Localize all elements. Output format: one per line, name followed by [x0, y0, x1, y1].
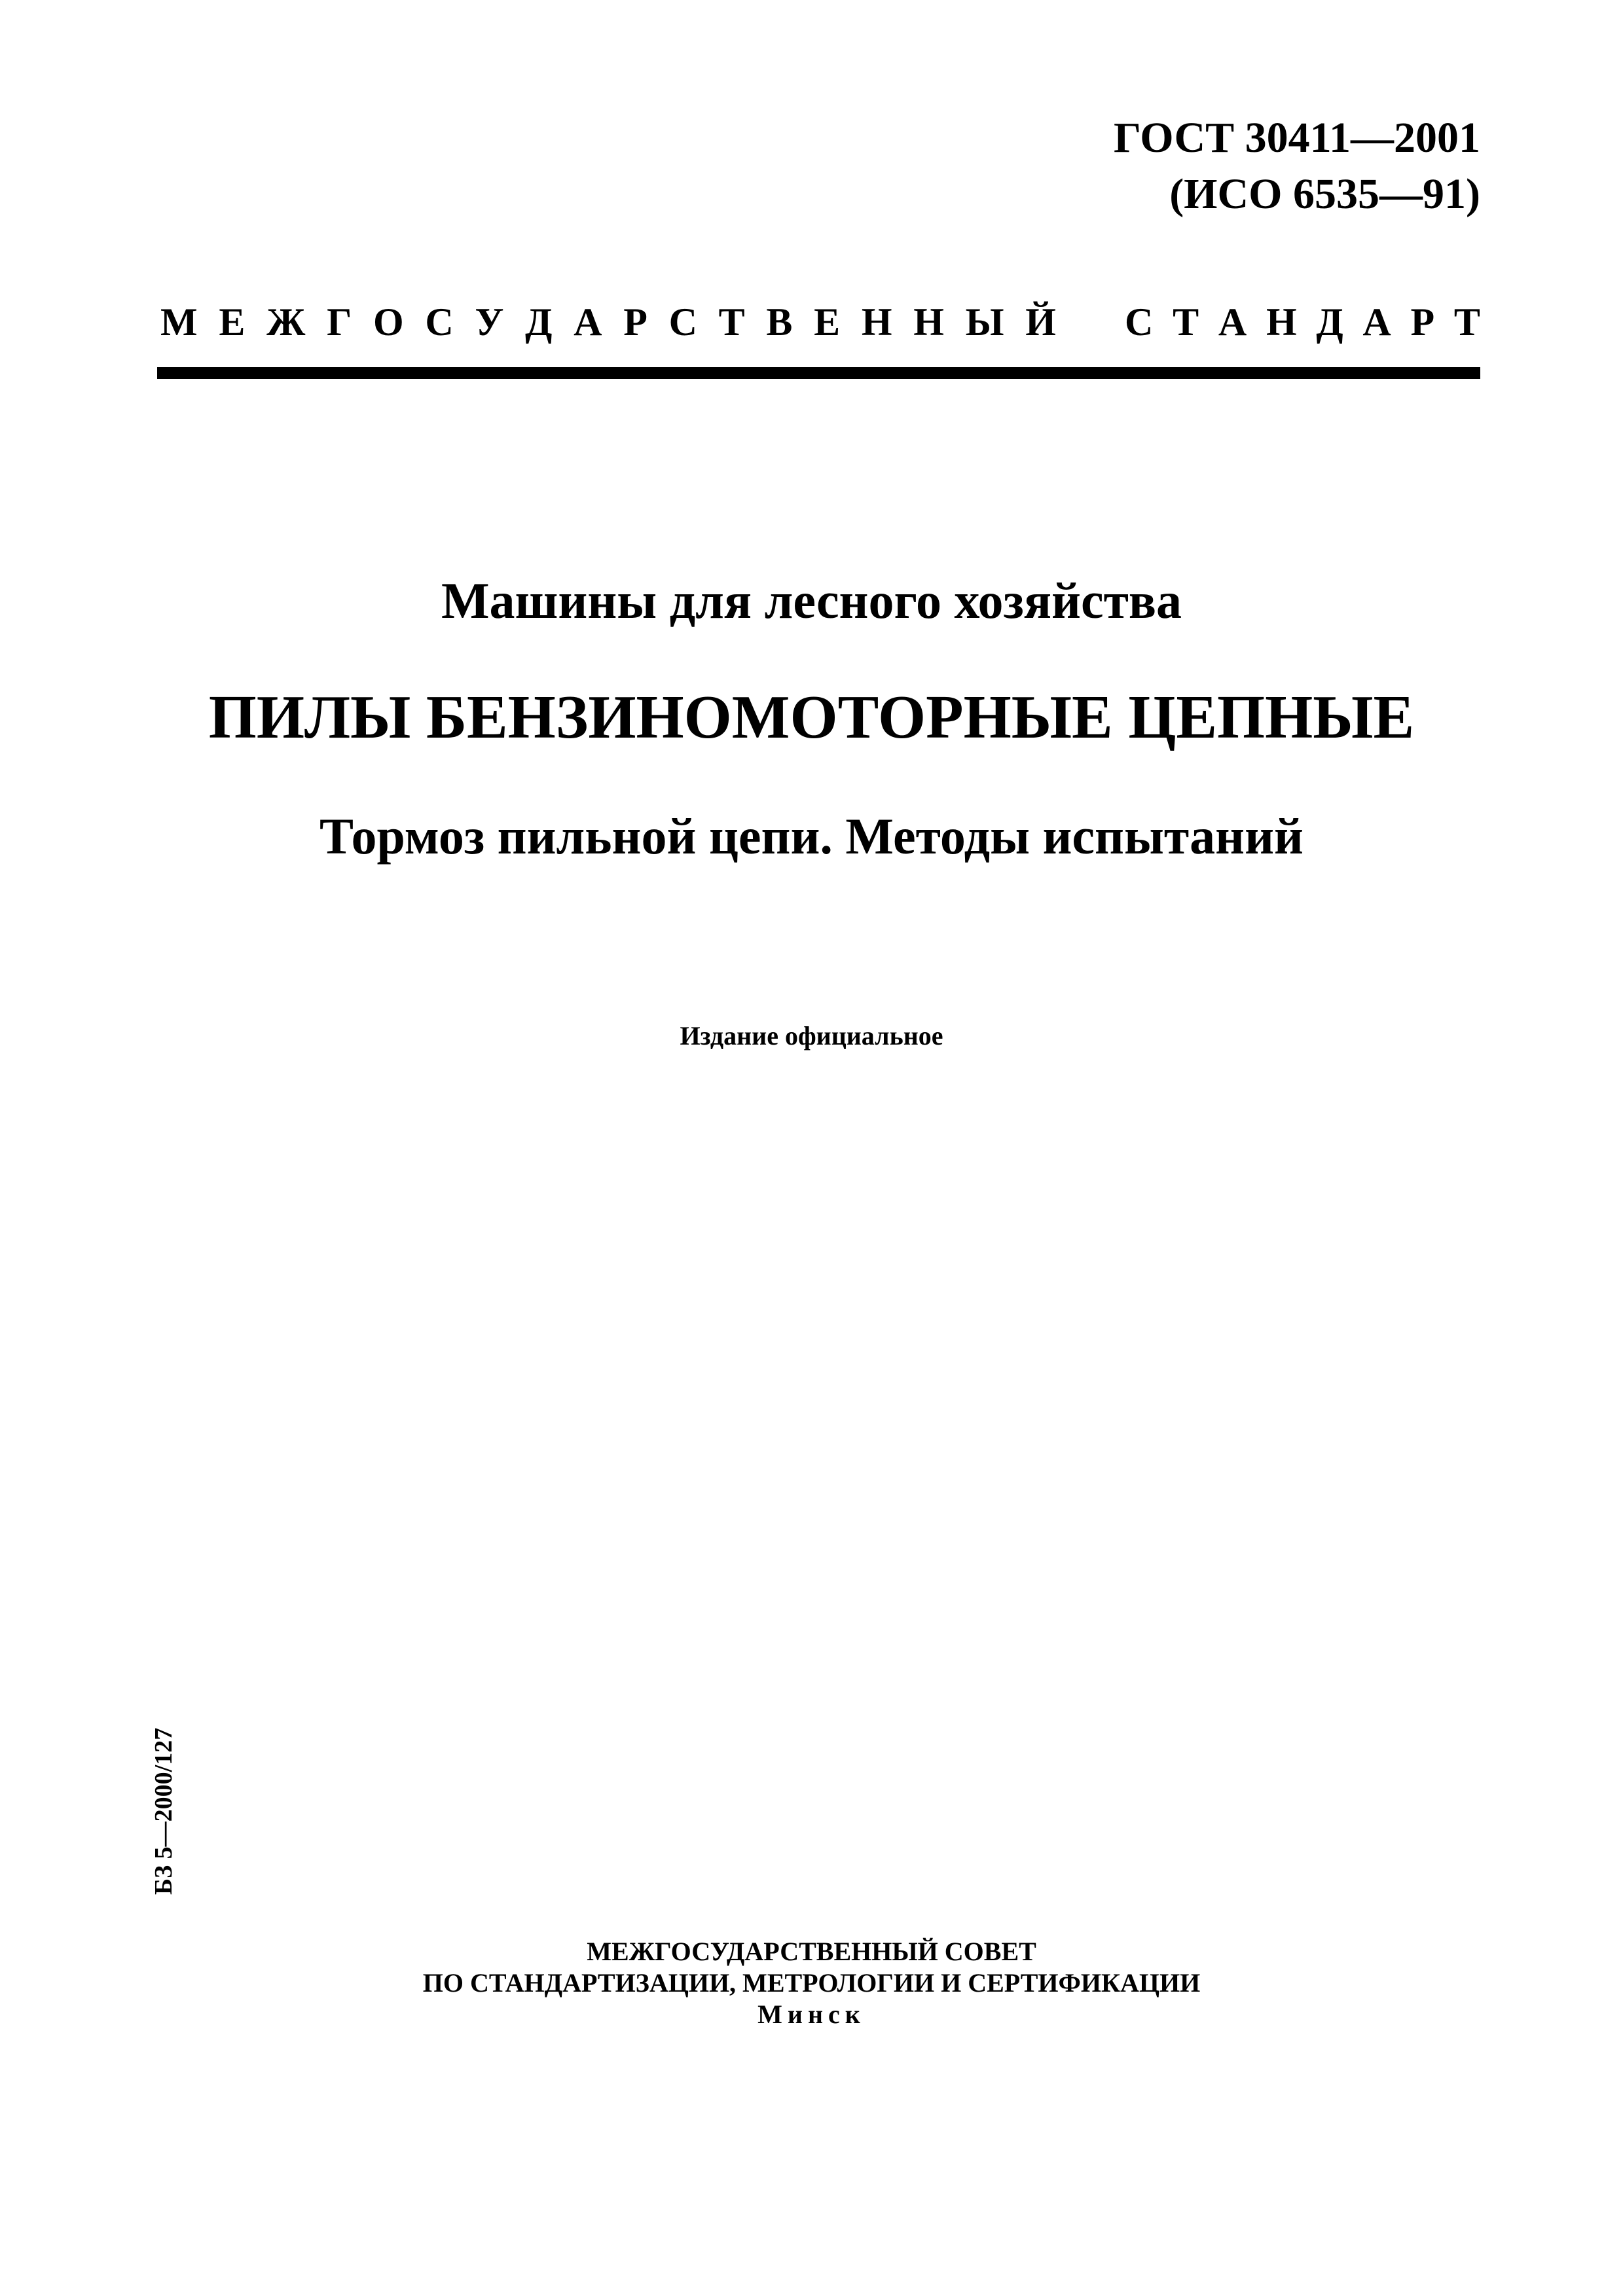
heading-letter: Ж: [266, 300, 306, 344]
document-subtitle: Тормоз пильной цепи. Методы испытаний: [319, 808, 1304, 865]
heading-word-standard: [1125, 296, 1480, 348]
heading-letter: Ы: [965, 300, 1004, 344]
heading-letter: Н: [861, 300, 892, 344]
heading-letter: Й: [1025, 300, 1056, 344]
publisher-line-2: ПО СТАНДАРТИЗАЦИИ, МЕТРОЛОГИИ И СЕРТИФИКАЦИИ: [422, 1968, 1201, 1998]
document-category: Машины для лесного хозяйства: [441, 572, 1182, 629]
heading-letter: Г: [327, 300, 352, 344]
publisher-city: Минск: [757, 2000, 866, 2029]
document-title: ПИЛЫ БЕНЗИНОМОТОРНЫЕ ЦЕПНЫЕ: [208, 683, 1415, 751]
gost-number: ГОСТ 30411—2001: [1113, 114, 1480, 162]
heading-divider: [157, 367, 1480, 379]
heading-letter: У: [475, 300, 504, 344]
heading-letter: Е: [814, 300, 841, 344]
heading-letter: Р: [1410, 300, 1435, 344]
heading-letter: О: [373, 300, 404, 344]
side-catalog-code: БЗ 5—2000/127: [150, 1727, 177, 1895]
heading-letter: Р: [623, 300, 647, 344]
heading-letter: Т: [718, 300, 745, 344]
interstate-standard-heading: [160, 296, 1480, 348]
gost-designation: [1114, 110, 1480, 223]
heading-word-interstate: [160, 296, 1056, 348]
heading-letter: Т: [1453, 300, 1480, 344]
heading-letter: А: [1218, 300, 1247, 344]
heading-letter: А: [1362, 300, 1391, 344]
heading-letter: Т: [1173, 300, 1199, 344]
heading-letter: А: [574, 300, 602, 344]
publisher-line-1: МЕЖГОСУДАРСТВЕННЫЙ СОВЕТ: [587, 1937, 1036, 1966]
publisher-block: [0, 1936, 1623, 2030]
heading-letter: Д: [1316, 300, 1343, 344]
iso-number: (ИСО 6535—91): [1169, 170, 1480, 218]
heading-letter: Е: [219, 300, 246, 344]
heading-letter: М: [160, 300, 198, 344]
heading-letter: С: [1125, 300, 1154, 344]
heading-letter: В: [766, 300, 793, 344]
heading-letter: Н: [913, 300, 944, 344]
heading-letter: С: [668, 300, 697, 344]
heading-letter: Н: [1266, 300, 1297, 344]
edition-note: Издание официальное: [680, 1021, 943, 1050]
heading-letter: С: [425, 300, 454, 344]
heading-letter: Д: [525, 300, 553, 344]
